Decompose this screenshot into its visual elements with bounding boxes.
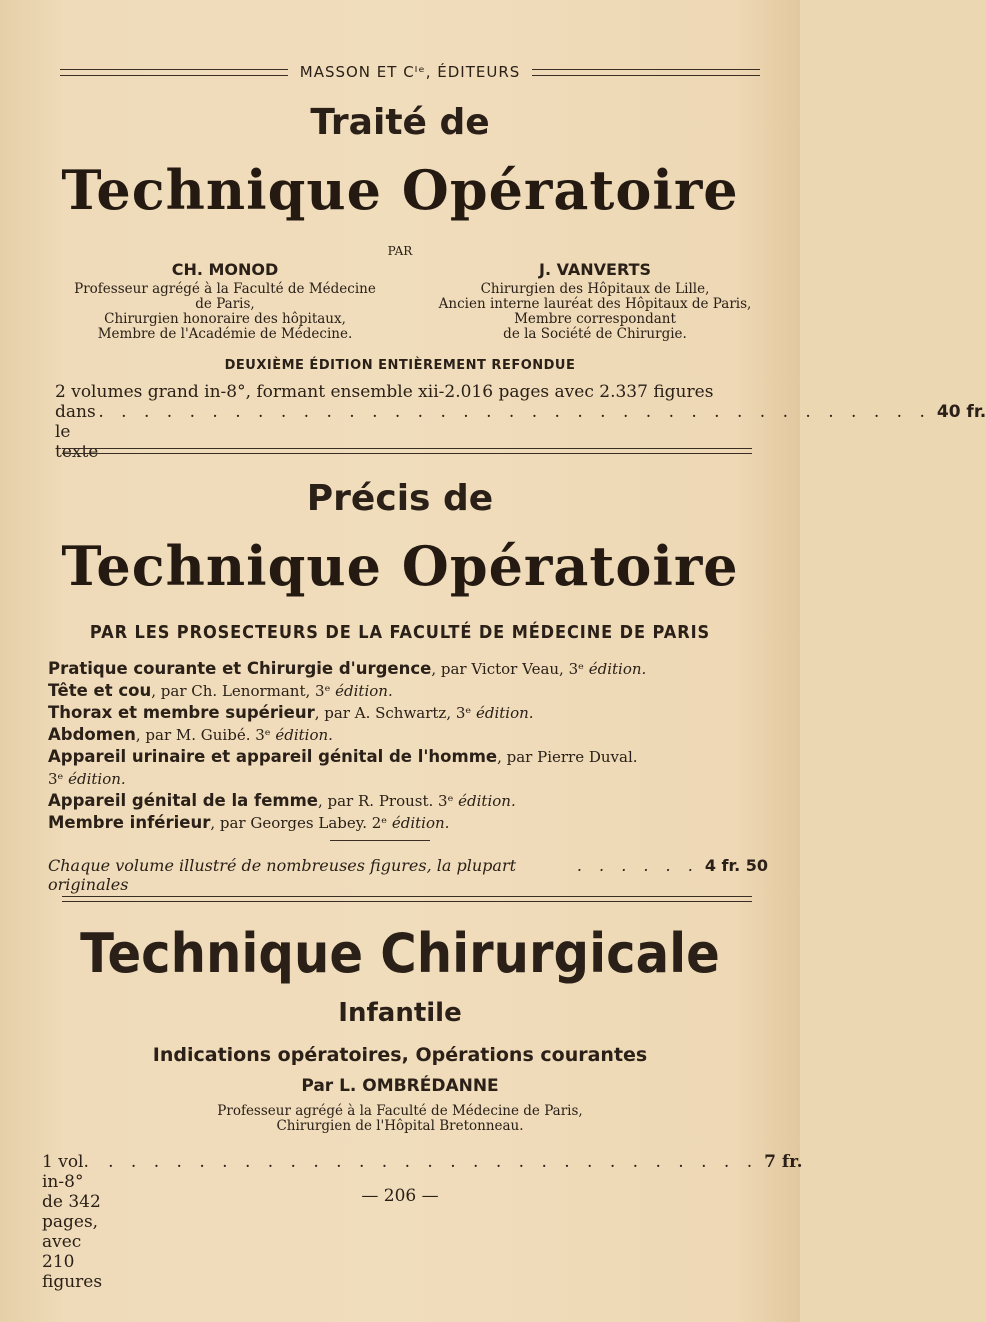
author-vanverts-name: J. VANVERTS	[538, 260, 652, 279]
header-rule-left	[60, 69, 288, 76]
volume-entry	[48, 680, 768, 702]
traite-dot-leader: . . . . . . . . . . . . . . . . . . . . . . . . . . . . . . . . . . . . .	[98, 402, 931, 422]
infantile-price-row	[42, 1152, 803, 1292]
section-divider	[62, 896, 752, 902]
publisher-name: MASSON ET Cᴵᵉ, ÉDITEURS	[299, 63, 521, 81]
volume-edition: édition.	[335, 682, 393, 700]
volume-edition: édition.	[275, 726, 333, 744]
volume-entry	[48, 724, 768, 746]
infantile-aff-line: Professeur agrégé à la Faculté de Médecine de Paris,	[217, 1103, 583, 1119]
traite-price: 40 fr.	[936, 402, 986, 422]
volume-author: , par M. Guibé. 3ᵉ	[135, 726, 276, 744]
volume-author: , par Pierre Duval.	[497, 748, 638, 766]
volume-author: , par R. Proust. 3ᵉ	[317, 792, 459, 810]
precis-illustration-note: Chaque volume illustré de nombreuses figures, la plupart originales	[48, 856, 517, 894]
volume-edition: édition.	[588, 660, 647, 678]
volume-entry	[48, 746, 768, 768]
precis-volume-list	[48, 658, 768, 834]
header-rule-right	[532, 69, 760, 76]
author-vanverts-line: Ancien interne lauréat des Hôpitaux de Paris,	[438, 296, 752, 312]
volume-title: Thorax et membre supérieur	[48, 703, 315, 722]
infantile-title: Technique Chirurgicale	[80, 922, 720, 985]
volume-entry	[48, 658, 768, 680]
volume-author: 3ᵉ	[48, 770, 69, 788]
volume-entry-continuation	[48, 768, 768, 790]
volume-entry	[48, 812, 768, 834]
author-monod-line: Membre de l'Académie de Médecine.	[97, 326, 353, 342]
author-vanverts-line: Chirurgien des Hôpitaux de Lille,	[480, 281, 710, 297]
precis-title: Technique Opératoire	[61, 534, 739, 598]
author-vanverts-line: de la Société de Chirurgie.	[503, 326, 687, 342]
author-vanverts-line: Membre correspondant	[514, 311, 676, 327]
volume-entry	[48, 790, 768, 812]
traite-subtitle: Traité de	[310, 102, 490, 143]
volume-title: Appareil urinaire et appareil génital de l'homme	[48, 747, 498, 766]
precis-subtitle: Précis de	[306, 478, 494, 519]
precis-prosecteurs: PAR LES PROSECTEURS DE LA FACULTÉ DE MÉDECINE DE PARIS	[89, 622, 711, 643]
infantile-subtitle: Infantile	[338, 998, 462, 1028]
traite-desc-line1: 2 volumes grand in-8°, formant ensemble xii-2.016 pages avec 2.337 figures	[55, 382, 714, 402]
infantile-description: 1 vol. in-8° de 342 pages, avec 210 figures	[42, 1152, 103, 1292]
volume-title: Tête et cou	[48, 681, 152, 700]
traite-par: PAR	[387, 244, 413, 258]
volume-title: Abdomen	[48, 725, 136, 744]
volume-entry	[48, 702, 768, 724]
precis-price-row	[48, 856, 768, 894]
volume-edition: édition.	[458, 792, 516, 810]
publisher-header	[60, 60, 760, 84]
author-vanverts	[410, 262, 780, 342]
author-monod-line: Chirurgien honoraire des hôpitaux,	[104, 311, 346, 327]
traite-desc-line2: dans le texte	[55, 402, 99, 462]
volume-title: Membre inférieur	[48, 813, 211, 832]
author-monod	[40, 262, 410, 342]
traite-title: Technique Opératoire	[61, 158, 739, 222]
short-divider	[330, 840, 430, 841]
section-divider	[62, 448, 752, 454]
volume-title: Pratique courante et Chirurgie d'urgence	[48, 659, 432, 678]
infantile-dot-leader: . . . . . . . . . . . . . . . . . . . . . . . . . . . . .	[108, 1152, 759, 1172]
traite-edition: DEUXIÈME ÉDITION ENTIÈREMENT REFONDUE	[224, 358, 576, 373]
volume-author: , par Georges Labey. 2ᵉ	[210, 814, 392, 832]
volume-edition: édition.	[475, 704, 534, 722]
precis-price: 4 fr. 50	[704, 856, 768, 875]
author-monod-line: de Paris,	[195, 296, 255, 312]
volume-edition: édition.	[68, 770, 126, 788]
precis-dot-leader: . . . . . .	[576, 856, 699, 875]
infantile-affiliation	[0, 1104, 800, 1134]
infantile-price: 7 fr.	[764, 1152, 803, 1172]
traite-authors	[40, 262, 780, 342]
page-number: — 206 —	[361, 1186, 439, 1206]
volume-title: Appareil génital de la femme	[48, 791, 318, 810]
volume-author: , par Ch. Lenormant, 3ᵉ	[151, 682, 336, 700]
infantile-aff-line: Chirurgien de l'Hôpital Bretonneau.	[276, 1118, 524, 1134]
volume-author: , par Victor Veau, 3ᵉ	[431, 660, 589, 678]
volume-edition: édition.	[391, 814, 450, 832]
volume-author: , par A. Schwartz, 3ᵉ	[314, 704, 476, 722]
author-monod-line: Professeur agrégé à la Faculté de Médecine	[74, 281, 376, 297]
infantile-indications: Indications opératoires, Opérations courantes	[152, 1044, 648, 1066]
author-monod-name: CH. MONOD	[171, 260, 279, 279]
infantile-author: Par L. OMBRÉDANNE	[301, 1076, 499, 1096]
